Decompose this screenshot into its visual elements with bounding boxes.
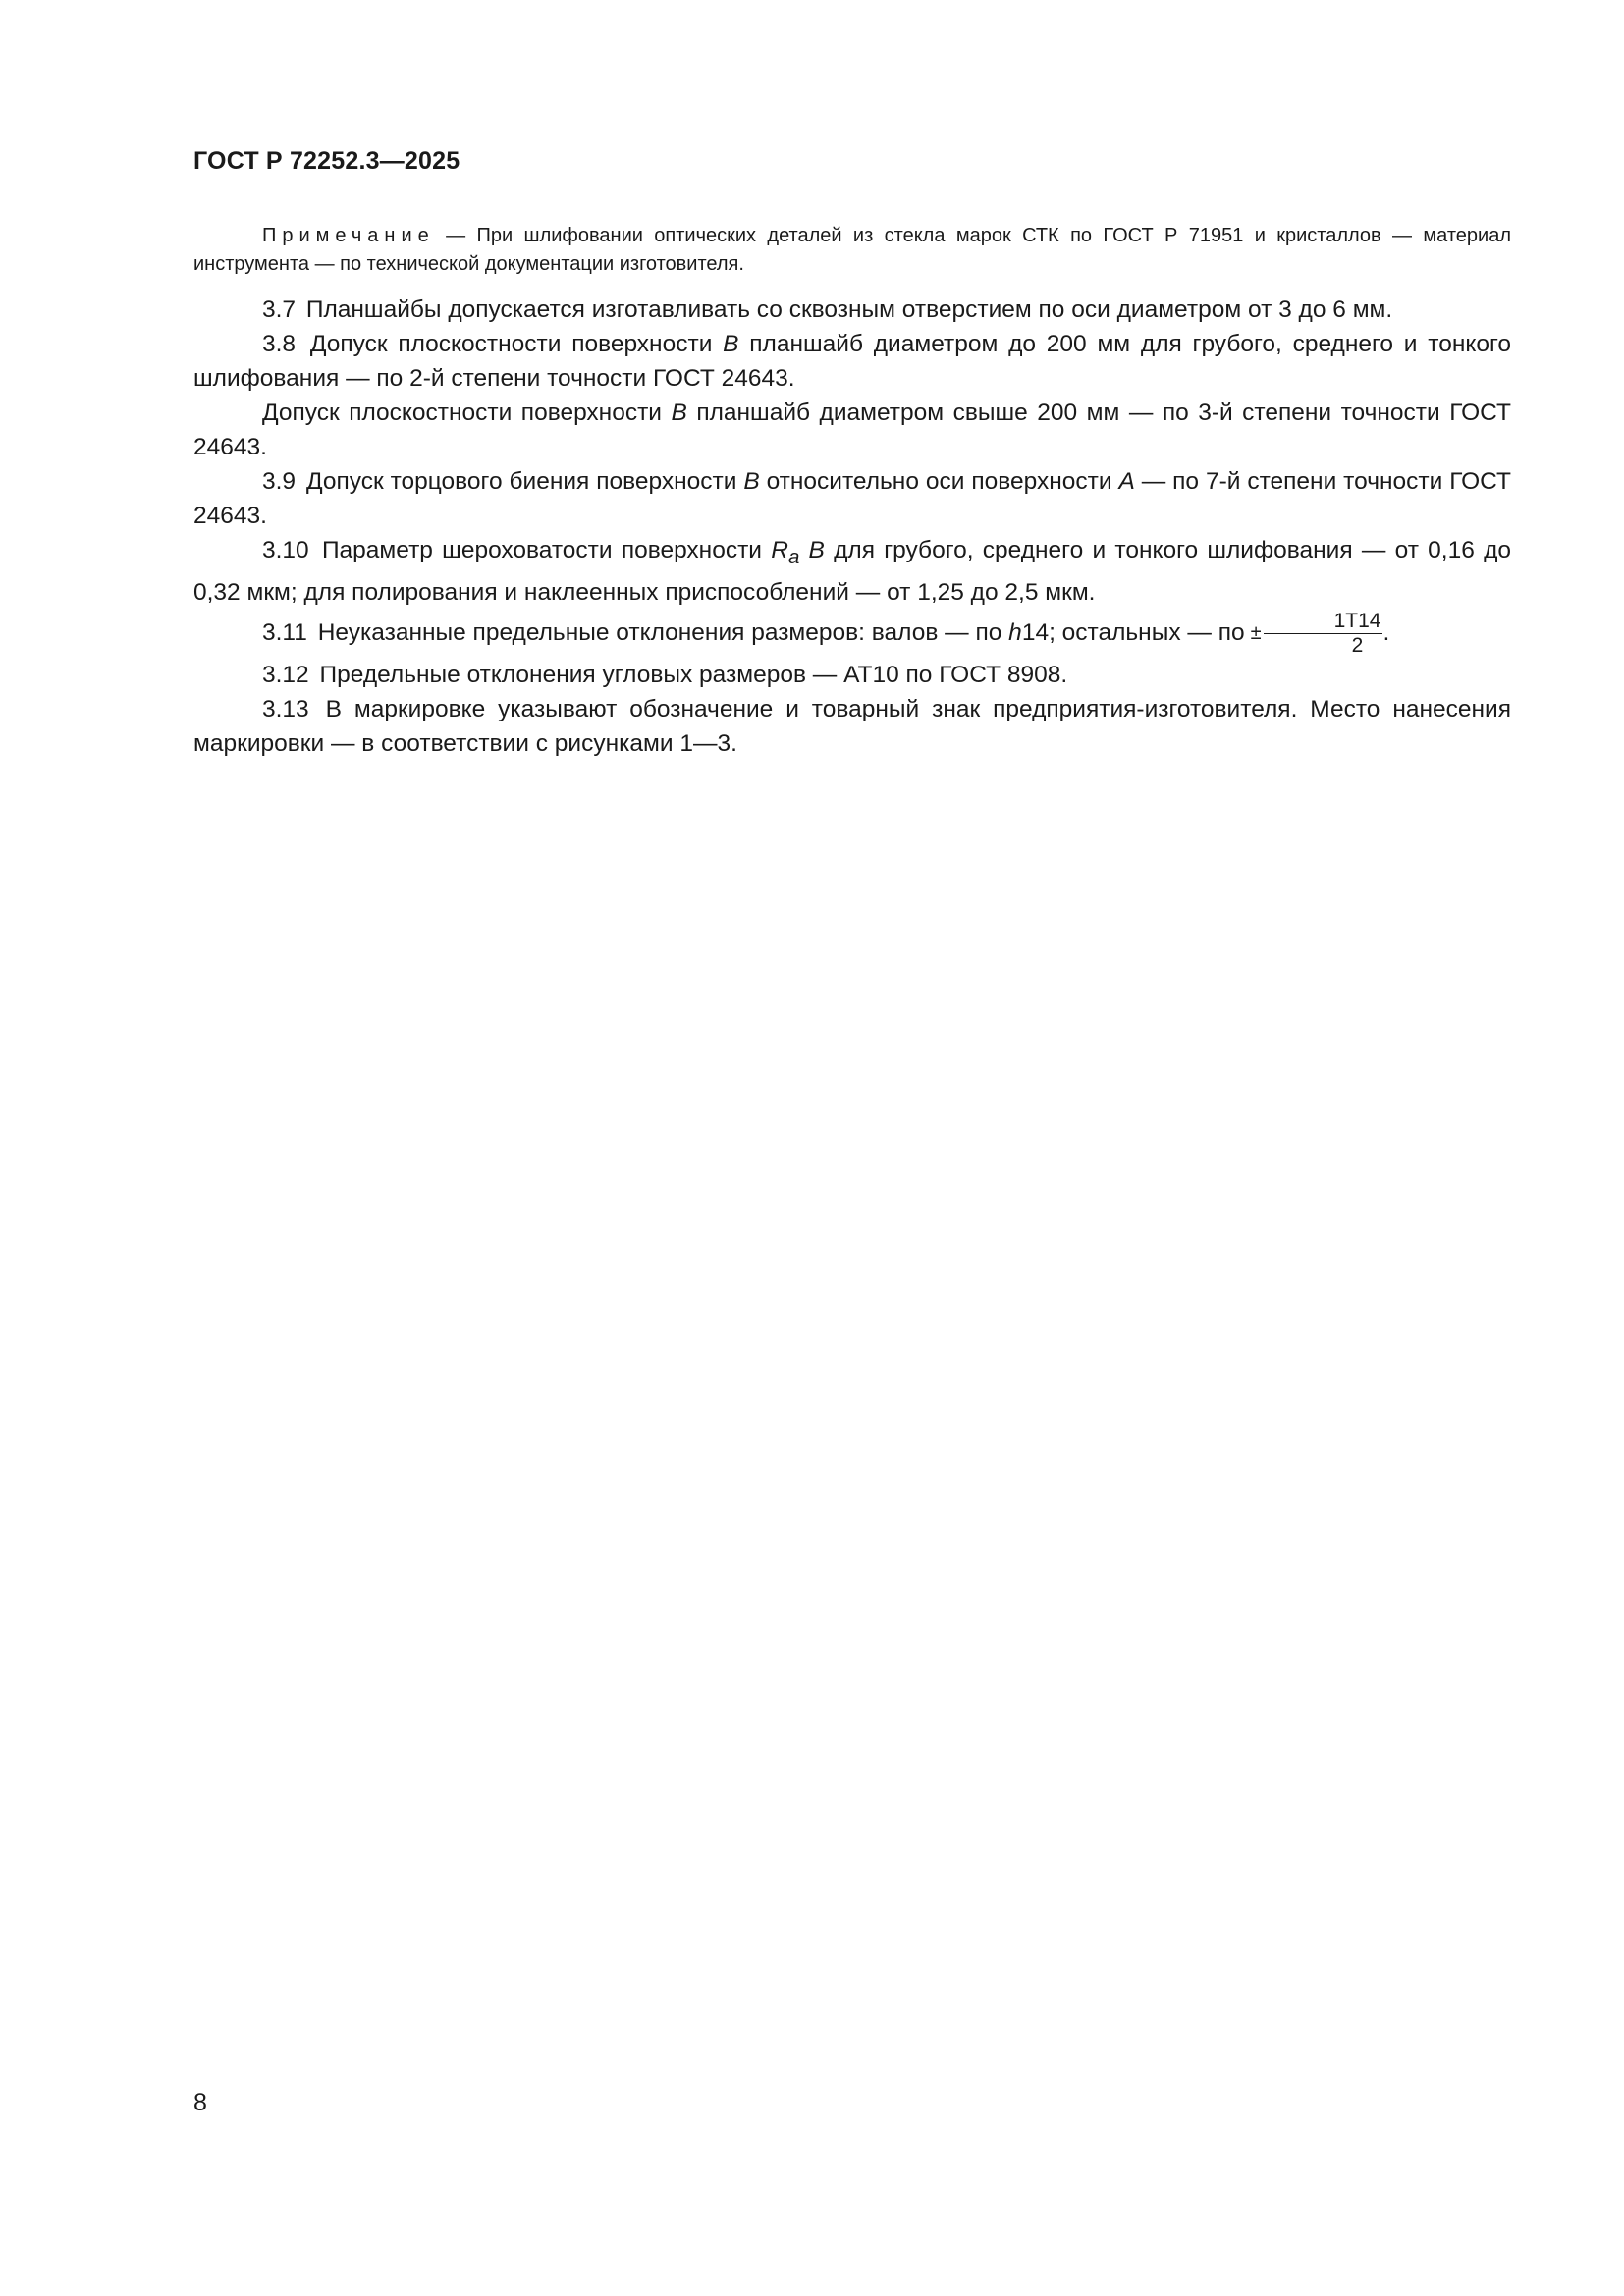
document-header: ГОСТ Р 72252.3—2025 xyxy=(193,147,460,175)
note-paragraph xyxy=(193,222,1511,279)
clause-text: планшайб диаметром свыше 200 мм — по 3-й степени точности ГОСТ 24643. xyxy=(193,400,1511,460)
surface-symbol: B xyxy=(671,400,687,426)
surface-symbol: B xyxy=(743,468,760,495)
roughness-symbol: R xyxy=(771,537,788,563)
clause-3-11 xyxy=(193,610,1511,658)
clause-number: 3.9 xyxy=(262,468,297,495)
clause-3-9 xyxy=(193,464,1511,533)
surface-symbol: B xyxy=(808,537,825,563)
clause-3-8 xyxy=(193,327,1511,396)
clause-text: для грубого, среднего и тонкого шлифования — от 0,16 до 0,32 мкм; для полирования и наклеенных приспособлений — от 1,25 до 2,5 мкм. xyxy=(193,537,1512,606)
clause-number: 3.7 xyxy=(262,296,297,323)
clause-3-8-continued xyxy=(193,396,1511,464)
clause-text: Предельные отклонения угловых размеров — АТ10 по ГОСТ 8908. xyxy=(319,661,1068,688)
page-number: 8 xyxy=(193,2089,207,2116)
note-label: Примечание xyxy=(262,225,435,246)
clause-text: Допуск торцового биения поверхности xyxy=(305,468,744,495)
clause-number: 3.12 xyxy=(262,661,309,688)
clause-text: 14; остальных — по xyxy=(1021,618,1245,646)
clause-text: В маркировке указывают обозначение и товарный знак предприятия-изготовителя. Место нанесения маркировки — в соответствии с рисунками 1—3. xyxy=(193,695,1511,757)
note-text: — При шлифовании оптических деталей из стекла марок СТК по ГОСТ Р 71951 и кристаллов — материал инструмента — по технической документации изготовителя. xyxy=(193,225,1511,275)
clause-3-10 xyxy=(193,533,1511,610)
clause-text: Допуск плоскостности поверхности xyxy=(262,400,672,426)
tolerance-fraction xyxy=(1264,610,1383,658)
surface-symbol: A xyxy=(1118,468,1135,495)
clause-text: относительно оси поверхности xyxy=(759,468,1119,495)
clause-text: Неуказанные предельные отклонения размеров: валов — по xyxy=(317,618,1009,646)
roughness-subscript: a xyxy=(787,546,800,568)
clause-text: Допуск плоскостности поверхности xyxy=(309,331,724,357)
clause-text: Планшайбы допускается изготавливать со сквозным отверстием по оси диаметром от 3 до 6 мм. xyxy=(305,296,1393,323)
fraction-denominator: 2 xyxy=(1351,633,1364,657)
clause-3-7 xyxy=(193,293,1511,327)
clause-text: — по 7-й степени точности ГОСТ 24643. xyxy=(193,468,1511,529)
clause-number: 3.10 xyxy=(262,537,309,563)
clause-3-12 xyxy=(193,658,1511,692)
clause-number: 3.8 xyxy=(262,331,297,357)
plus-minus-sign: ± xyxy=(1250,621,1262,644)
surface-symbol: B xyxy=(723,331,739,357)
clause-number: 3.11 xyxy=(262,618,307,646)
clause-3-13 xyxy=(193,692,1511,761)
shaft-symbol: h xyxy=(1008,618,1022,646)
clause-text: Параметр шероховатости поверхности xyxy=(321,537,772,563)
clause-end: . xyxy=(1382,618,1390,646)
clause-number: 3.13 xyxy=(262,695,309,722)
clause-text: планшайб диаметром до 200 мм для грубого, среднего и тонкого шлифования — по 2-й степени точности ГОСТ 24643. xyxy=(193,331,1511,392)
fraction-numerator: 1T14 xyxy=(1264,610,1383,634)
document-body xyxy=(193,222,1511,761)
